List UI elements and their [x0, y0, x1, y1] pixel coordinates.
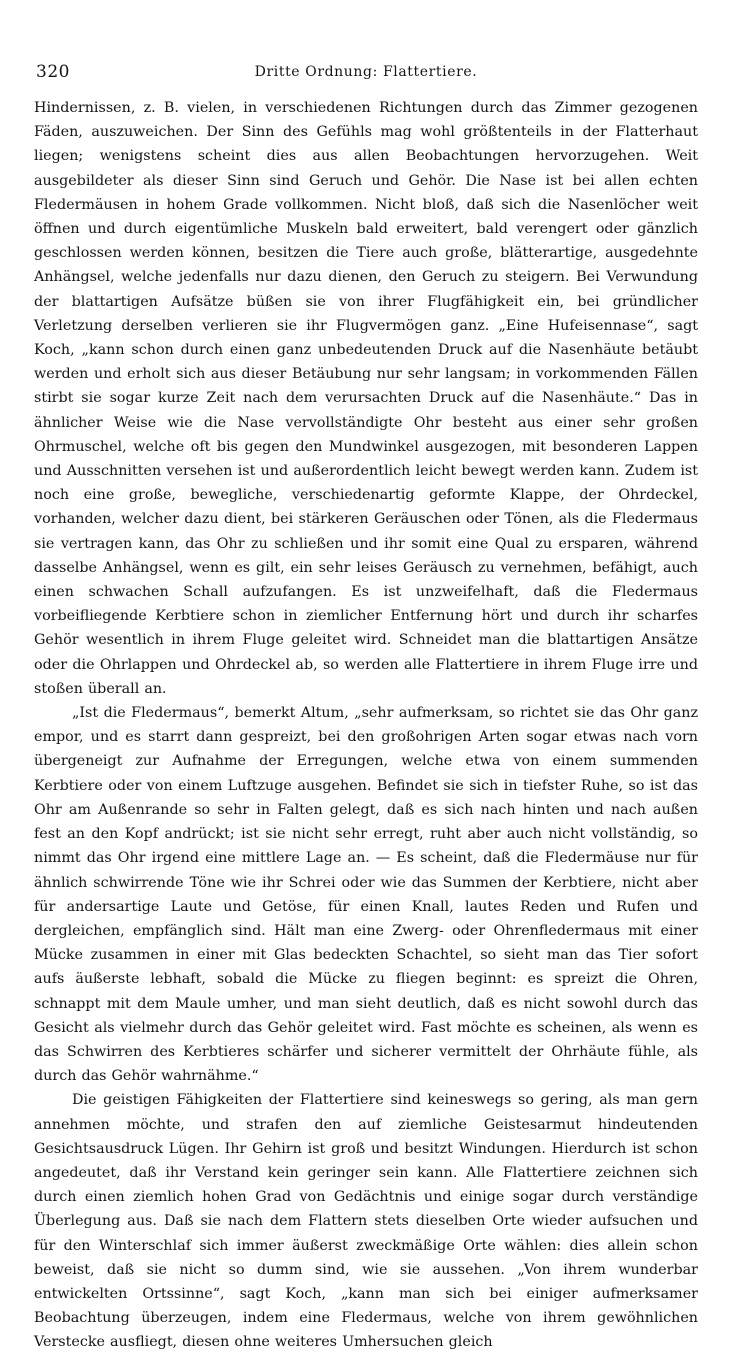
running-title: Dritte Ordnung: Flattertiere. — [254, 64, 478, 80]
book-page — [34, 58, 698, 1355]
paragraph-continued: Hindernissen, z. B. vielen, in verschiedenen Richtungen durch das Zimmer gezogenen Fäden, auszuweichen. Der Sinn des Gefühls mag wohl größtenteils in der Flatterhaut liegen; wenigstens scheint dies aus allen Beobachtungen hervorzugehen. Weit ausgebildeter als dieser Sinn sind Geruch und Gehör. Die Nase ist bei allen echten Fledermäusen in hohem Grade vollkommen. Nicht bloß, daß sich die Nasenlöcher weit öffnen und durch eigentümliche Muskeln bald erweitert, bald verengert oder gänzlich geschlossen werden können, besitzen die Tiere auch große, blätterartige, ausgedehnte Anhängsel, welche jedenfalls nur dazu dienen, den Geruch zu steigern. Bei Verwundung der blattartigen Aufsätze büßen sie von ihrer Flugfähigkeit ein, bei gründlicher Verletzung derselben verlieren sie ihr Flugvermögen ganz. „Eine Hufeisennase“, sagt Koch, „kann schon durch einen ganz unbedeutenden Druck auf die Nasenhäute betäubt werden und erholt sich aus dieser Betäubung nur sehr langsam; in vorkommenden Fällen stirbt sie sogar kurze Zeit nach dem verursachten Druck auf die Nasenhäute.“ Das in ähnlicher Weise wie die Nase vervollständigte Ohr besteht aus einer sehr großen Ohrmuschel, welche oft bis gegen den Mundwinkel ausgezogen, mit besonderen Lappen und Ausschnitten versehen ist und außerordentlich leicht bewegt werden kann. Zudem ist noch eine große, bewegliche, verschiedenartig geformte Klappe, der Ohrdeckel, vorhanden, welcher dazu dient, bei stärkeren Geräuschen oder Tönen, als die Fledermaus sie vertragen kann, das Ohr zu schließen und ihr somit eine Qual zu ersparen, während dasselbe Anhängsel, wenn es gilt, ein sehr leises Geräusch zu vernehmen, befähigt, auch einen schwachen Schall aufzufangen. Es ist unzweifelhaft, daß die Fledermaus vorbeifliegende Kerbtiere schon in ziemlicher Entfernung hört und durch ihr scharfes Gehör wesentlich in ihrem Fluge geleitet wird. Schneidet man die blattartigen Ansätze oder die Ohrlappen und Ohrdeckel ab, so werden alle Flattertiere in ihrem Fluge irre und stoßen überall an. — [34, 100, 698, 697]
paragraph-mental-abilities: Die geistigen Fähigkeiten der Flattertiere sind keineswegs so gering, als man gern annehmen möchte, und strafen den auf ziemliche Geistesarmut hindeutenden Gesichtsausdruck Lügen. Ihr Gehirn ist groß und besitzt Windungen. Hierdurch ist schon angedeutet, daß ihr Verstand kein geringer sein kann. Alle Flattertiere zeichnen sich durch einen ziemlich hohen Grad von Gedächtnis und einige sogar durch verständige Überlegung aus. Daß sie nach dem Flattern stets dieselben Orte wieder aufsuchen und für den Winterschlaf sich immer äußerst zweckmäßige Orte wählen: dies allein schon beweist, daß sie nicht so dumm sind, wie sie aussehen. „Von ihrem wunderbar entwickelten Ortssinne“, sagt Koch, „kann man sich bei einiger aufmerksamer Beobachtung überzeugen, indem eine Fledermaus, welche von ihrem gewöhnlichen Verstecke ausfliegt, diesen ohne weiteres Umhersuchen gleich — [34, 1092, 698, 1351]
page-number: 320 — [36, 62, 70, 82]
paragraph-altum-quote: „Ist die Fledermaus“, bemerkt Altum, „sehr aufmerksam, so richtet sie das Ohr ganz empor, und es starrt dann gespreizt, bei den großohrigen Arten sogar etwas nach vorn übergeneigt zur Aufnahme der Erregungen, welche etwa von einem summenden Kerbtiere oder von einem Luftzuge ausgehen. Befindet sie sich in tiefster Ruhe, so ist das Ohr am Außenrande so sehr in Falten gelegt, daß es sich nach hinten und nach außen fest an den Kopf andrückt; ist sie nicht sehr erregt, ruht aber auch nicht vollständig, so nimmt das Ohr irgend eine mittlere Lage an. — Es scheint, daß die Fledermäuse nur für ähnlich schwirrende Töne wie ihr Schrei oder wie das Summen der Kerbtiere, nicht aber für andersartige Laute und Getöse, für einen Knall, lautes Reden und Rufen und dergleichen, empfänglich sind. Hält man eine Zwerg- oder Ohrenfledermaus mit einer Mücke zusammen in einer mit Glas bedeckten Schachtel, so sieht man das Tier sofort aufs äußerste lebhaft, sobald die Mücke zu fliegen beginnt: es spreizt die Ohren, schnappt mit dem Maule umher, und man sieht deutlich, daß es nicht sowohl durch das Gesicht als vielmehr durch das Gehör geleitet wird. Fast möchte es scheinen, als wenn es das Schwirren des Kerbtieres schärfer und sicherer vermittelt der Ohrhäute fühle, als durch das Gehör wahrnähme.“ — [34, 705, 698, 1085]
page-body — [34, 96, 698, 1355]
page-header — [34, 58, 698, 88]
